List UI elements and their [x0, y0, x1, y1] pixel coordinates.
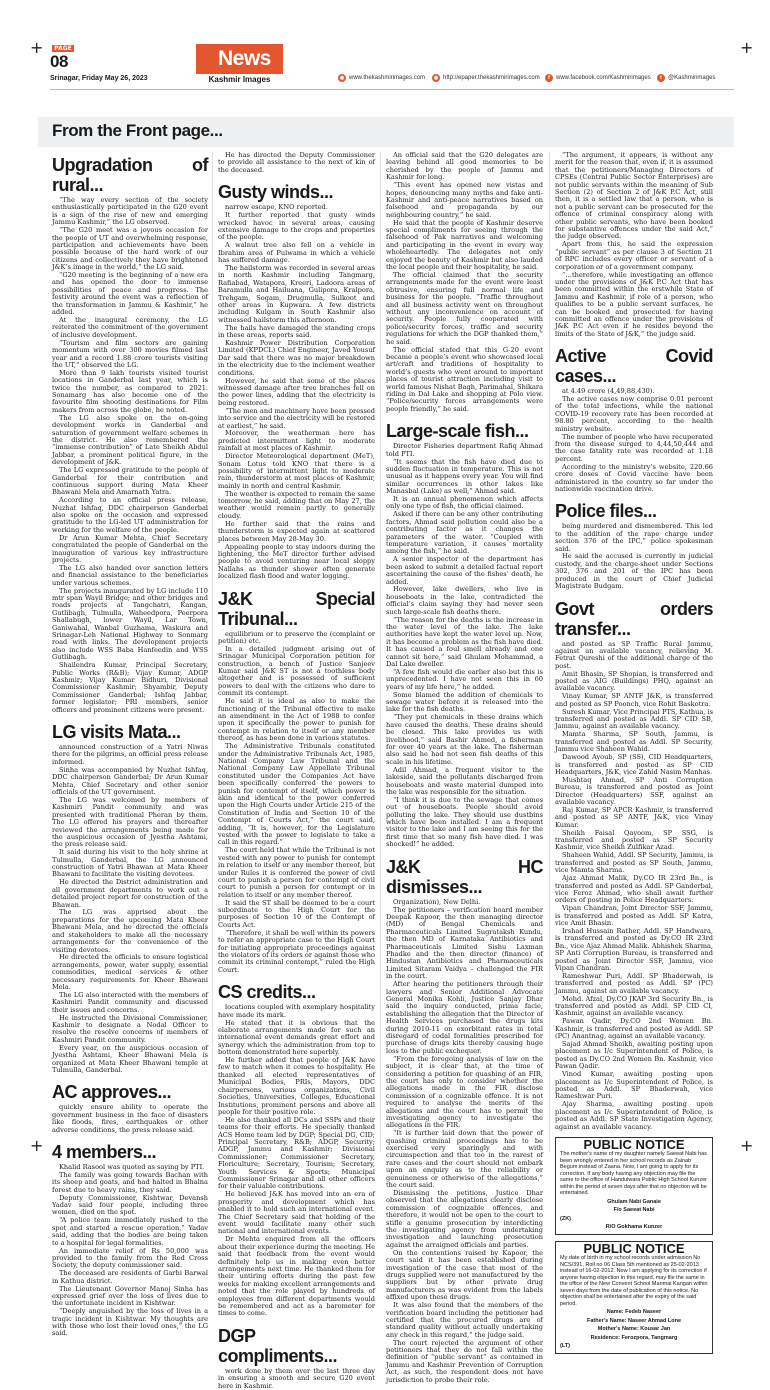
headline-police-files[interactable]: Police files... [555, 501, 657, 522]
headline-lg-visits[interactable]: LG visits Mata... [52, 722, 181, 743]
article-body: narrow escape, KNO reported. It further reported that gusty winds wrecked havoc in several areas, causing extensive damage to the crops and properties of the people. A walnut tree also fell on a vehicle in Ibrahim area of Pulwama in which a vehicle has suffered damage. The hailstorm was recorded in several areas in north Kashmir including Tangmarg, Rafiabad, Watapora, Kreeri, Ladoora areas of Baramulla and Hailuana, Gulipora, Kralpora, Trehgam, Sogam, Drugmulla, Sulkoot and other areas in Kupwara. A few districts including Kulgam in South Kashmir also witnessed hailstorm this afternoon. The hails have damaged the standing crops in these areas, reports said. Kashmir Power Distribution Corporation Limited (KPDCL) Chief Engineer, Javed Yousuf Dar said that there was no major breakdown in the electricity due to the inclement weather conditions. However, he said that some of the places witnessed damage after tree branches fell on the power lines, adding that the electricity is being restored. “The men and machinery have been pressed into service and the electricity will be restored at earliest,” he said. Moreover, the weatherman here has predicted intermittent light to moderate rainfall at most places of Kashmir. Director Meteorological department (MeT), Sonam Lotus told KNO that there is a possibility of intermittent light to moderate rain, thunderstorm at most places of Kashmir, mainly in north and central Kashmir. The weather is expected to remain the same tomorrow, he said, adding that on May 27, the weather would remain partly to generally cloudy. He further said that the rains and thunderstorm is expected again at scattered places between May 28-May 30. Appealing people to stay indoors during the lightening, the MeT director further advised people to avoid venturing near local sloppy Nallahs as thunder shower often generate localized flash flood and water logging. [218, 203, 375, 581]
column-divider [549, 152, 550, 1152]
article-body: work done by them over the last three day in ensuring a smooth and secure G20 event here in Kashmir. [218, 1366, 375, 1390]
headline-upgradation[interactable]: Upgradation of rural... [52, 155, 208, 195]
notice-line: Residence: Ferozpora, Tangmarg [590, 1334, 678, 1341]
headline-4-members[interactable]: 4 members... [52, 1142, 157, 1163]
epaper-link[interactable]: ◉ http://epaper.thekashmirimages.com [433, 75, 540, 81]
notice-body: My date of birth in my school records under admission No NCS/391, Roll no 06 Class 5th mentioned as 25-02-2013 instead of 16-02-2012. Now I am applying for its correction if anyone having objection in this regard, may file the same in the office of the New Convent School Manmai Kangan within seven days from the date of publication of this notice. No objection shall be entertained after the expiry of the said period. [560, 1255, 708, 1307]
public-notice-2 [555, 1241, 713, 1354]
article-body: Khalid Rasool was quoted as saying by PTI. The family was going towards Bachan with its sheep and goats, and had halted in Bhalna forest due to heavy rains, they said. Deputy Commissioner, Kishtwar, Devansh Yadav said four people, including three women, died on the spot. “A police team immediately rushed to the spot and started a rescue operation,” Yadav said, adding that the bodies are being taken to a hospital for legal formalities. An immediate relief of Rs 50,000 was provided to the family from the Red Cross Society, the deputy commissioner said. The deceased are residents of Garhi Barwal in Kathua district. The Lieutenant Governor Manoj Sinha has expressed grief over the loss of lives due to the unfortunate incident in Kishtwar. “Deeply anguished by the loss of lives in a tragic incident in Kishtwar. My thoughts are with those who lost their loved ones,” the LG said. [52, 1163, 208, 1338]
section-title: News [218, 47, 271, 70]
column-4 [555, 151, 713, 1350]
facebook-link[interactable]: f www.facebook.com/Kashmirimages [545, 74, 651, 82]
website-link[interactable]: ◉ www.thekashmirimages.com [339, 75, 426, 81]
article-body: “The argument, it appears, is without any merit for the reason that, even if, it is assumed that the petitioners/Managing Directors of CPSEs (Central Public Sector Enterprises) are not public servants within the meaning of Sub Section (2) of Section 2 of J&K P.C Act, still then, it is a settled law that a person, who is not a public servant can be prosecuted for the offence of criminal conspiracy along with other public servants, who have been booked for substantive offences under the said Act,” the judge observed. Apart from this, he said the expression “public servant” as per clause 3 of Section 21 of RPC includes every officer or servant of a corporation or of a government company. “…therefore, while investigating an offence under the provisions of J&K P.C Act that has been committed within the erstwhile State of Jammu and Kashmir, if role of a person, who qualifies to be a public servant surfaces, he can be booked and prosecuted for having committed an offence under the provisions of J&K P.C Act even if he resides beyond the limits of the State of J&K,” the judge said. [555, 151, 713, 338]
facebook-icon: f [545, 74, 553, 82]
article-body: Organization), New Delhi. The petitioners – verification board member Deepak Kapoor, the then managing director (MD) of Bengal Chemicals and Pharmaceuticals Limited Sugrataksh Kundu, the then MD of Karnataka Antibiotics and Pharmaceuticals Limited Sishu Laxman Phadke and the then director (finance) of Hindustan Antibiotics and Pharmaceuticals Limited Sitaram Vaidya – challenged the FIR in the court. After hearing the petitioners through their lawyers and Senior Additional Advocate General Monika Kohli, Justice Sanjay Dhar said the inquiry conducted, prima facie, establishing the allegation that the Director of Health Services purchased the drugs kits during 2010-11 on exorbitant rates in total disregard of codal formalities prescribed for purchase of drugs kits thereby causing huge loss to the public exchequer. “From the foregoing analysis of law on the subject, it is clear that, at the time of considering a petition for quashing of an FIR, the court has only to consider whether the allegations made in the FIR disclose commission of a cognizable offence. It is not required to analyse the merits of the allegations and the court has to permit the investigating agency to investigate the allegations in the FIR. “It is further laid down that the power of quashing criminal proceedings has to be exercised very sparingly and with circumspection and that too in the rarest of rare cases and the court should not embark upon an enquiry as to the reliability or genuineness or otherwise of the allegations,” the court said. Dismissing the petitions, Justice Dhar observed that the allegations clearly disclose commission of cognizable offences, and therefore, it would not be open to the court to stifle a genuine prosecution by interdicting the investigating agency from undertaking investigation and launching prosecution against the arraigned officials and parties. On the contentions raised by Kapoor, the court said it has been established during investigation of the case that most of the drugs supplied were not manufactured by the suppliers but by other private drug manufacturers as was evident from the labels affixed upon these drugs. It was also found that the members of the verification board including the petitioner had certified that the procured drugs are of standard quality without actually undertaking any check in this regard,” the judge said. The court rejected the argument of other petitioners that they do not fall within the definition of “public servant” as contained in Jammu and Kashmir Prevention of Corruption Act, as such, the respondent does not have jurisdiction to probe their role. [386, 897, 543, 1384]
headline-active-covid[interactable]: Active Covid cases... [555, 346, 713, 387]
headline-hc-dismisses[interactable]: J&K HC dismisses... [386, 856, 543, 897]
public-notice-1 [555, 1137, 713, 1235]
article-body: at 4.49 crore (4,49,88,430). The active cases now comprise 0.01 percent of the total infections, while the national COVID-19 recovery rate has been recorded at 98.80 percent, according to the health ministry website. The number of people who have recuperated from the disease surged to 4,44,50,444 and the case fatality rate was recorded at 1.18 percent. According to the ministry’s website, 220.66 crore doses of Covid vaccine have been administered in the country so far under the nationwide vaccination drive. [555, 387, 713, 493]
article-body: “The way every section of the society enthusiastically participated in the G20 event is a sign of the rise of new and emerging Jammu Kashmir,” the LG observed. “The G20 meet was a joyous occasion for the people of UT and overwhelming response, participation and achievements have been possible because of the hard work of our citizens and collectively they have brightened J&K’s image in the world,” the LG said. “G20 meeting is the beginning of a new era and has opened the door to immense possibilities of peace and progress. The festivity around the event was a reflection of the transformation in Jammu & Kashmir,” he added. At the inaugural ceremony, the LG reiterated the commitment of the government of inclusive development. “Tourism and film sectors are gaining momentum with over 300 movies filmed last year and a record 1.88 crore tourists visiting the UT,” observed the LG. More than 9 lakh tourists visited tourist locations in Ganderbal last year, which is twice the number, as compared to 2021. Sonamarg has also become one of the favourite film shooting destinations for Film makers from across the globe, he noted. The LG also spoke on the on-going development works in Ganderbal and saturation of government welfare schemes in the district. He also remembered the “immense contribution” of Late Sheikh Abdul Jabbar, a prominent political figure, in the development of J&K. The LG expressed gratitude to the people of Ganderbal for their contribution and continuous support during Mata Kheer Bhawani Mela and Amarnath Yatra. According to an official press release, Nuzhat Ishfaq, DDC chairperson Ganderbal also spoke on the occasion and expressed gratitude to the LG-led UT administration for working for the welfare of the people. Dr Arun Kumar Mehta, Chief Secretary congratulated the people of Ganderbal on the inauguration of various key infrastructure projects. The LG also handed over sanction letters and financial assistance to the beneficiaries under various schemes. The projects inaugurated by LG include 110 mtr span Wayil Bridge; and other bridges and roads projects at Tangchatri, Kangan, Gutlibagh, Tulmulla, Waheedpora, Peerpora Shallabugh, lower Wayil, Lar Town, Ganiwahal, Wanbal Guzhama, Waskura and Srinagar-Leh National Highway to Sonmarg road with links. The development projects also include WSS Baba Hanfeedin and WSS Gutlibagh. Shailendra Kumar, Principal Secretary, Public Works (R&B); Vijay Kumar, ADGP Kashmir; Vijay Kumar Bidhuri, Divisional Commissioner Kashmir; Shyambir, Deputy Commissioner Ganderbal; Ishfaq Jabbar, former legislator; PRI members, senior officers and prominent citizens were present. [52, 196, 208, 714]
notice-signature: F/o Saeeat Nabi [613, 1207, 655, 1214]
notice-title: PUBLIC NOTICE [583, 1240, 685, 1256]
notice-signature: R/O Gokhama Kunzer [605, 1224, 663, 1231]
notice-line: Father's Name: Naseer Ahmad Lone [586, 1317, 682, 1324]
headline-cs-credits[interactable]: CS credits... [218, 982, 316, 1003]
notice-title: PUBLIC NOTICE [583, 1136, 685, 1152]
notice-signature: Ghulam Nabi Ganaie [607, 1198, 661, 1205]
article-body: Director Fisheries department Rafiq Ahmad told PTI. “It seems that the fish have died due to sudden fluctuation in temperature. This is not unusual as it happens every year. You will find similar occurrences in other lakes like Manasbal (Lake) as well,” Ahmad said. It is an annual phenomenon which affects only one type of fish, the official claimed. Asked if there can be any other contributing factors, Ahmad said pollution could also be a contributing factor as it changes the parameters of the water. “Coupled with temperature variation, it causes mortality among the fish,” he said. A senior inspector of the department has been asked to submit a detailed factual report ascertaining the cause of the fishes’ death, he added. However, lake dwellers, who live in houseboats in the lake, contradicted the official’s claim saying they had never seen such large-scale fish deaths there. “The reason for the deaths is the increase in the water level of the lake. The lake authorities have kept the water level up. Now, it has become a problem as the fish have died. It has caused a foul smell already and one cannot sit here,” said Ghulam Mohammad, a Dal Lake dweller. “A few fish would die earlier also but this is unprecedented. I have not seen this in 60 years of my life here,” he added. Some blamed the addition of chemicals to sewage water before it is released into the lake for the fish deaths. “They put chemicals in these drains which have caused the deaths. These drains should be closed. This lake provides us with livelihood,” said Bashir Ahmed, a fisherman for over 40 years at the lake. The fisherman also said he had not seen fish deaths of this scale in his lifetime. Adil Ahmad, a frequent visitor to the lakeside, said the pollutants discharged from houseboats and waste material dumped into the lake was responsible for the situation. “I think it is due to the sewage that comes out of houseboats. People should avoid polluting the lake. They should use dustbins which have been installed. I am a frequent visitor to the lake and I am seeing this for the first time that so many fish have died. I was shocked!” he added. [386, 442, 543, 849]
twitter-icon: t [657, 74, 665, 82]
headline-dgp-compliments[interactable]: DGP compliments... [218, 1325, 338, 1366]
column-divider [380, 152, 381, 1152]
globe-icon: ◉ [339, 75, 345, 81]
notice-line: Mother's Name: Kousar Jan [597, 1326, 671, 1333]
article-body: quickly ensure ability to operate the government business in the face of disasters like floods, fires, earthquakes or other adverse conditions, the press release said. [52, 1103, 208, 1134]
header-rule [50, 89, 734, 90]
brand-name: Kashmir Images [196, 74, 283, 86]
article-body: An official said that the G20 delegates are leaving behind all good memories to be cherished by the people of Jammu and Kashmir for long. “This event has opened new vistas and hopes, denouncing many myths and fake anti-Kashmir and anti-peace narratives based on falsehood and propaganda by our neighbouring country,” he said. He said that the people of Kashmir deserve special compliments for seeing through the falsehood of Pak narratives and welcoming and participating in the event in every way wholeheartedly. The delegates not only enjoyed the beauty of Kashmir but also lauded the local people and their hospitality, he said. The official claimed that the security arrangements made for the event were least obtrusive, ensuring full normal life and business for the people. “Traffic throughout and all business activity went on throughout without any inconvenience on account of security. People fully cooperated with police/security forces, traffic and security regulations for which the DGP thanked them,” he said. The official stated that this G-20 event became a people’s event who showcased local art/craft and traditions of hospitality to world’s guests who went around to important places of tourist attraction including visit to world famous Nishat Bagh, Parimahal, Shikara riding in Dal Lake and shopping at Polo view. “Police/security forces arrangements were people friendly,” he said. [386, 151, 544, 413]
article-body: being murdered and dismembered. This led to the addition of the rape charge under section 376 of the IPC,” police spokesman said. He said the accused is currently in judicial custody, and the charge-sheet under Sections 302, 376 and 201 of the IPC has been produced in the court of Chief Judicial Magistrate Budgam. [555, 522, 713, 591]
notice-body: The mother's name of my daughter namely Saeeat Nabi has been wrongly entered in her school records as Zainab Begum instead of Zaana. Now, I am going to apply for its correction. If any body having any objection may file the same to the office of Handulwara Public High School Kunzer within the period of seven days after that no objection will be entertained. [560, 1151, 707, 1197]
headline-large-scale-fish[interactable]: Large-scale fish... [386, 421, 529, 442]
column-2 [218, 151, 375, 1390]
registration-mark: + [30, 38, 44, 57]
article-body: He has directed the Deputy Commissioner to provide all assistance to the next of kin of the deceased. [218, 151, 375, 174]
notice-ref: (ZK) [560, 1215, 571, 1222]
article-body: equilibrium or to preserve the (complaint or petition) etc. In a detailed judgment arising out of Srinagar Municipal Corporation petition for construction, a bench of Justice Sanjeev Kumar said J&K ST is not a toothless body altogether and is possessed of sufficient powers to deal with the citizens who dare to commit its contempt. He said it is ideal as also to make the functioning of the Tribunal effective to make an amendment in the Act of 1988 to confer upon it specifically the power to punish for contempt in relation to itself or any member thereof, as has been done in various statutes. The Administrative Tribunals constituted under the Administrative Tribunals Act, 1985, National Company Law Tribunal and the National Company Law Appellate Tribunal constituted under the Companies Act have been specifically conferred the powers to punish for contempt of itself, which power is akin and identical to the power conferred upon the High Courts under Article 215 of the Constitution of India and Section 10 of the Contempt of Courts Act,” the court said, adding, “It is, however, for the Legislature vested with the power to legislate to take a call in this regard.” The court held that while the Tribunal is not vested with any power to punish for contempt in relation to itself or any member thereof, but under Rules it is conferred the power of civil court to punish a person for contempt of civil court to punish a person for contempt or in relation to itself or any member thereof. It said the ST shall be deemed to be a court subordinate to the High Court for the purposes of Section 10 of the Contempt of Courts Act. “Therefore, it shall be well within its powers to refer an appropriate case to the High Court for initiating appropriate proceedings against the violators of its orders or against those who commit its criminal contempt,” ruled the High Court. [218, 629, 375, 974]
section-band [38, 117, 734, 147]
page-number: 08 [50, 52, 68, 71]
headline-gusty-winds[interactable]: Gusty winds... [218, 182, 334, 203]
registration-mark: + [740, 38, 754, 57]
article-body: and posted as SP Traffic Rural Jammu, against an available vacancy, relieving M. Fetrat Qureshi of the additional charge of the post. Amit Bhasin, SP Shopian, is transferred and posted as AIG (Buildings) PHQ, against an available vacancy. Vinay Kumar, SP ANTF J&K, is transferred and posted as SP Poonch, vice Rohit Baskotra. Suresh Kumar, Vice Principal PTS, Kathua, is transferred and posted as Addl. SP CID SB, Jammu, against an available vacancy. Mamta Sharma, SP South, Jammu, is transferred and posted as Addl. SP Security, Jammu vice Shaheen Wahid. Dawood Ayoub, SP (SS), CID Headquarters, is transferred and posted as SP CID Headquarters, J&K, vice Zahid Nasim Manhas. Mushtaq Ahmad, SP Anti Corruption Bureau, is transferred and posted as Joint Director (Headquarters) SSF, against an available vacancy. Raj Kumar, SP APCR Kashmir, is transferred and posted as SP ANTF, J&K, vice Vinay Kumar. Sheikh Faisal Qayoom, SP SSG, is transferred and posted as SP Security Kashmir, vice Sheikh Zulfikar Azad. Shaheen Wahid, Addl. SP Security, Jammu, is transferred and posted as SP South, Jammu, vice Mamta Sharma. Ajaz Ahmad Malik, Dy.CO IR 23rd Bn., is transferred and posted as Addl. SP Ganderbal, vice Feroz Ahmad, who shall await further orders of posting in Police Headquarters. Vipan Chandran, Joint Director SSF, Jammu, is transferred and posted as Addl. SP Katra, vice Amit Bhasin. Irshad Hussain Rather, Addl. SP Handwara, is transferred and posted as Dy.CO IR 23rd Bn., vice Ajaz Ahmad Malik. Abhishek Sharma, SP Anti Corruption Bureau, is transferred and posted as Joint Director SSF, Jammu, vice Vipan Chandran. Rameshwar Puri, Addl. SP Bhaderwah, is transferred and posted as Addl. SP (PC) Jammu, against an available vacancy. Mohd. Afzal, Dy.CO JKAP 3rd Security Bn., is transferred and posted as Addl. SP CID CI, Kashmir, against an available vacancy. Pawan Qadir, Dy.CO 2nd Women Bn. Kashmir, is transferred and posted as Addl. SP (PC) Anantnag, against an available vacancy. Sajad Ahmad Sheikh, awaiting posting upon placement as I/c Superintendent of Police, is posted as Dy.CO 2nd Women Bn. Kashmir, vice Pawan Qadir. Vinod Kumar, awaiting posting upon placement as I/c Superintendent of Police, is posted as Addl. SP Bhaderwah, vice Rameshwar Puri. Ajay Sharma, awaiting posting upon placement as I/c Superintendent of Police, is posted as Addl. SP State Investigation Agency, against an available vacancy. [555, 639, 713, 1131]
column-3 [386, 151, 544, 1384]
column-1 [52, 152, 208, 1338]
headline-ac-approves[interactable]: AC approves... [52, 1082, 172, 1103]
article-body: announced construction of a Yatri Niwas there for the pilgrims, an official press release informed. Sinha was accompanied by Nuzhat Ishfaq, DDC chairperson Ganderbal; Dr Arun Kumar Mehta, Chief Secretary and other senior officials of the UT government. The LG was welcomed by members of Kashmiri Pandit community and was presented with traditional Pheran by them. The LG offered his prayers and thereafter reviewed the arrangements being made for the auspicious occasion of Jyestha Ashtami, the press release said. It said during his visit to the holy shrine at Tulmulla, Ganderbal, the LG announced construction of Yatri Bhawan at Mata Kheer Bhawani to facilitate the visiting devotees. He directed the District administration and all government departments to work out a detailed project report for construction of the Bhawan. The LG was apprised about the preparations for the upcoming Mata Kheer Bhawani Mela, and he directed the officials and stakeholders to make all the necessary arrangements for the convenience of the visiting devotees. He directed the officials to ensure logistical arrangements, power, water supply, essential commodities, medical services & other necessary requirements for Kheer Bhawani Mela. The LG also interacted with the members of Kashmiri Pandit community and discussed their issues and concerns. He instructed the Divisional Commissioner, Kashmir to designate a Nodal Officer to resolve the resolve concerns of members of Kashmiri Pandit community. Every year, on the auspicious occasion of Jyestha Ashtami, Kheer Bhawani Mela is organized at Mata Kheer Bhawani temple at Tulmulla, Ganderbal. [52, 743, 208, 1074]
column-divider [212, 152, 213, 1152]
page-label: PAGE [52, 45, 74, 52]
headline-special-tribunal[interactable]: J&K Special Tribunal... [218, 588, 375, 629]
article-body: locations coupled with exemplary hospitality have made its mark. He stated that it is obvious that the elaborate arrangements made for such an international event demands great effort and synergy which the administration from top to bottom demonstrated here superbly. He further added that people of J&K have few to match when it comes to hospitality. He thanked all elected representatives of Municipal Bodies, PRIs, Mayors, DDC chairpersons, various organizations, Civil Societies, Universities, Colleges, Educational Institutions, prominent persons and above all people for their positive role. He also thanked all DCs and SSPs and their teams for their efforts. He specially thanked ACS Home team led by DGP; Special DG, CID; Principal Secretary, R&B; ADGP, Security; ADGP, Jammu and Kashmir; Divisional Commissioner; Commissioner Secretary, Floriculture; Secretary, Tourism; Secretary, Youth Services & Sports; Municipal Commissioner Srinagar and all other officers for their valuable contributions. He believed J&K has moved into an era of prosperity and development which has enabled it to hold such an international event. The Chief Secretary said that holding of the event would facilitate many other such national and international events. Dr Mehta enquired from all the officers about their experience during the meeting. He said that feedback from the event would definitely help us in making even better arrangements next time. He thanked them for their untiring efforts during the past few weeks for making excellent arrangements and noted that the role played by hundreds of employees from different departments would be remembered and act as a barometer for times to come. [218, 1003, 375, 1318]
headline-govt-transfer[interactable]: Govt orders transfer... [555, 598, 713, 639]
notice-ref: (LT) [560, 1343, 570, 1350]
band-title: From the Front page... [52, 121, 223, 140]
twitter-link[interactable]: t @Kashmirimages [657, 74, 715, 82]
dateline: Srinagar, Friday May 26, 2023 [50, 75, 148, 82]
registration-mark: + [30, 1136, 44, 1155]
notice-line: Name: Fedeb Naseer [606, 1309, 662, 1316]
section-masthead [196, 44, 283, 86]
globe-icon: ◉ [433, 75, 439, 81]
registration-mark: + [740, 1136, 754, 1155]
